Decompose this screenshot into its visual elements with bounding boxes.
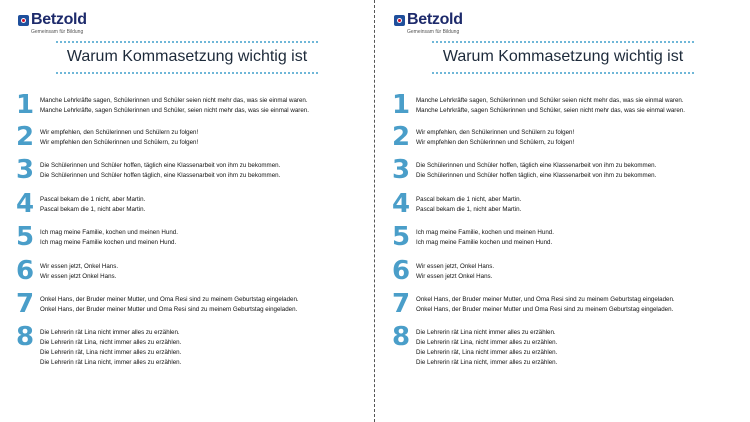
worksheet-left [0, 0, 374, 422]
betzold-logo-icon [394, 15, 405, 26]
item-number: 1 [16, 90, 35, 120]
title-dotted-line-top [432, 41, 694, 43]
item-number: 5 [392, 222, 411, 252]
example-sentence: Ich mag meine Familie, kochen und meinen Hund. [40, 229, 178, 236]
item-number: 3 [392, 155, 411, 185]
example-sentence: Die Lehrerin rät Lina nicht immer alles zu erzählen. [416, 329, 556, 336]
title-block [432, 41, 694, 75]
example-sentence: Die Lehrerin rät Lina nicht, immer alles zu erzählen. [416, 359, 558, 366]
title-block [56, 41, 318, 75]
example-sentence: Manche Lehrkräfte, sagen Schülerinnen und Schüler, seien nicht mehr das, was sie einmal waren. [40, 107, 309, 114]
item-number: 8 [392, 322, 411, 352]
example-sentence: Onkel Hans, der Bruder meiner Mutter und Oma Resi sind zu meinem Geburtstag eingeladen. [40, 306, 298, 313]
item-number: 1 [392, 90, 411, 120]
item-number: 4 [16, 189, 35, 219]
title-dotted-line-bottom [432, 72, 694, 74]
example-sentence: Wir empfehlen, den Schülerinnen und Schülern zu folgen! [416, 129, 575, 136]
example-sentence: Ich mag meine Familie kochen und meinen Hund. [40, 239, 177, 246]
title-dotted-line-bottom [56, 72, 318, 74]
example-sentence: Die Lehrerin rät Lina, nicht immer alles zu erzählen. [40, 339, 182, 346]
item-number: 2 [392, 122, 411, 152]
example-sentence: Onkel Hans, der Bruder meiner Mutter, und Oma Resi sind zu meinem Geburtstag eingeladen. [40, 296, 299, 303]
example-sentence: Onkel Hans, der Bruder meiner Mutter, und Oma Resi sind zu meinem Geburtstag eingeladen. [416, 296, 675, 303]
item-number: 3 [16, 155, 35, 185]
item-number: 6 [392, 256, 411, 286]
item-number: 2 [16, 122, 35, 152]
example-sentence: Ich mag meine Familie kochen und meinen Hund. [416, 239, 553, 246]
example-sentence: Die Lehrerin rät, Lina nicht immer alles zu erzählen. [40, 349, 182, 356]
brand-name: Betzold [407, 11, 463, 28]
item-number: 6 [16, 256, 35, 286]
example-sentence: Wir essen jetzt, Onkel Hans. [40, 263, 119, 270]
item-number: 4 [392, 189, 411, 219]
brand-name: Betzold [31, 11, 87, 28]
example-sentence: Onkel Hans, der Bruder meiner Mutter und Oma Resi sind zu meinem Geburtstag eingeladen. [416, 306, 674, 313]
example-sentence: Die Lehrerin rät, Lina nicht immer alles zu erzählen. [416, 349, 558, 356]
example-sentence: Wir essen jetzt Onkel Hans. [416, 273, 493, 280]
page-title: Warum Kommasetzung wichtig ist [442, 48, 684, 65]
title-dotted-line-top [56, 41, 318, 43]
betzold-logo-icon [18, 15, 29, 26]
example-sentence: Die Schülerinnen und Schüler hoffen, täglich eine Klassenarbeit von ihm zu bekommen. [40, 162, 281, 169]
example-sentence: Pascal bekam die 1 nicht, aber Martin. [416, 196, 522, 203]
brand-tagline: Gemeinsam für Bildung [407, 29, 460, 35]
worksheet-right [376, 0, 750, 422]
example-sentence: Manche Lehrkräfte sagen, Schülerinnen und Schüler seien nicht mehr das, was sie einmal waren. [416, 97, 684, 104]
example-sentence: Pascal bekam die 1 nicht, aber Martin. [40, 196, 146, 203]
example-sentence: Manche Lehrkräfte sagen, Schülerinnen und Schüler seien nicht mehr das, was sie einmal waren. [40, 97, 308, 104]
example-sentence: Pascal bekam die 1, nicht aber Martin. [416, 206, 522, 213]
brand-tagline: Gemeinsam für Bildung [31, 29, 84, 35]
example-sentence: Wir essen jetzt, Onkel Hans. [416, 263, 495, 270]
example-sentence: Ich mag meine Familie, kochen und meinen Hund. [416, 229, 554, 236]
cut-line [374, 0, 375, 422]
example-sentence: Die Lehrerin rät Lina, nicht immer alles zu erzählen. [416, 339, 558, 346]
item-number: 7 [16, 289, 35, 319]
example-sentence: Wir empfehlen den Schülerinnen und Schülern, zu folgen! [40, 139, 199, 146]
example-sentence: Die Schülerinnen und Schüler hoffen, täglich eine Klassenarbeit von ihm zu bekommen. [416, 162, 657, 169]
example-sentence: Die Lehrerin rät Lina nicht, immer alles zu erzählen. [40, 359, 182, 366]
example-sentence: Wir empfehlen den Schülerinnen und Schülern, zu folgen! [416, 139, 575, 146]
example-sentence: Die Schülerinnen und Schüler hoffen täglich, eine Klassenarbeit von ihm zu bekommen. [40, 172, 281, 179]
example-sentence: Wir essen jetzt Onkel Hans. [40, 273, 117, 280]
example-sentence: Manche Lehrkräfte, sagen Schülerinnen und Schüler, seien nicht mehr das, was sie einmal waren. [416, 107, 685, 114]
example-sentence: Die Lehrerin rät Lina nicht immer alles zu erzählen. [40, 329, 180, 336]
example-sentence: Die Schülerinnen und Schüler hoffen täglich, eine Klassenarbeit von ihm zu bekommen. [416, 172, 657, 179]
item-number: 8 [16, 322, 35, 352]
page-title: Warum Kommasetzung wichtig ist [66, 48, 308, 65]
item-number: 7 [392, 289, 411, 319]
item-number: 5 [16, 222, 35, 252]
example-sentence: Wir empfehlen, den Schülerinnen und Schülern zu folgen! [40, 129, 199, 136]
example-sentence: Pascal bekam die 1, nicht aber Martin. [40, 206, 146, 213]
